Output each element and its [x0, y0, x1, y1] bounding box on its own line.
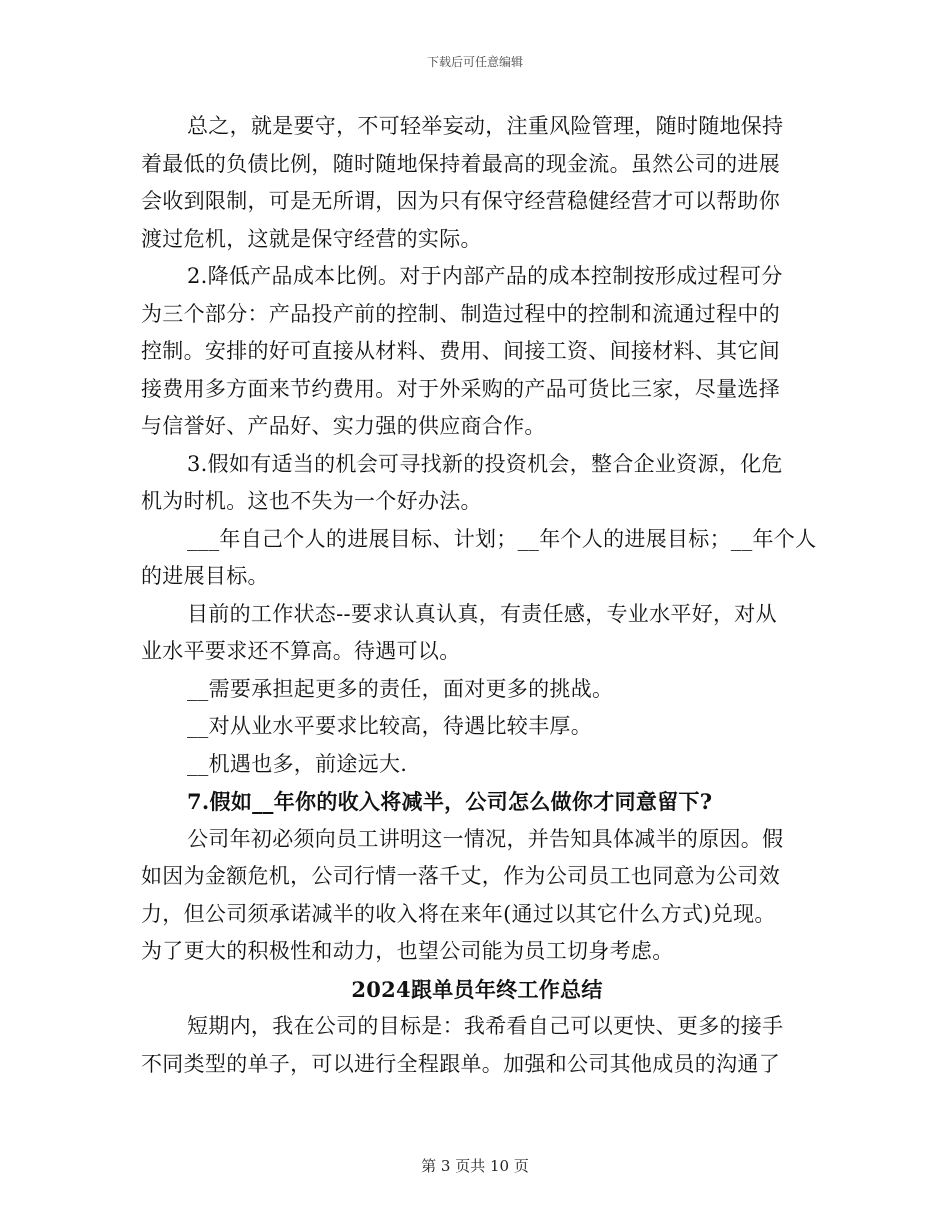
page-footer: 第 3 页共 10 页	[421, 1157, 529, 1175]
section-title: 2024跟单员年终工作总结	[351, 976, 603, 1002]
text-line: 如因为金额危机，公司行情一落千丈，作为公司员工也同意为公司效	[141, 864, 780, 888]
text-line: 控制。安排的好可直接从材料、费用、间接工资、间接材料、其它间	[141, 339, 780, 363]
text-line: __机遇也多，前途远大.	[187, 751, 408, 776]
text-line: 的进展目标。	[141, 564, 269, 588]
text-line: 总之，就是要守，不可轻举妄动，注重风险管理，随时随地保持	[187, 114, 784, 138]
text-line: 力，但公司须承诺减半的收入将在来年(通过以其它什么方式)兑现。	[141, 901, 776, 926]
text-line: 业水平要求还不算高。待遇可以。	[141, 639, 461, 663]
text-line: ___年自己个人的进展目标、计划；__年个人的进展目标；__年个人	[187, 526, 817, 551]
text-line: __需要承担起更多的责任，面对更多的挑战。	[187, 676, 614, 701]
text-line: 不同类型的单子，可以进行全程跟单。加强和公司其他成员的沟通了	[141, 1051, 780, 1076]
document-body	[141, 108, 817, 1083]
text-line: 为了更大的积极性和动力，也望公司能为员工切身考虑。	[141, 939, 674, 963]
text-line: 接费用多方面来节约费用。对于外采购的产品可货比三家，尽量选择	[141, 376, 780, 401]
text-line: 2.降低产品成本比例。对于内部产品的成本控制按形成过程可分	[187, 264, 783, 288]
text-line: 为三个部分：产品投产前的控制、制造过程中的控制和流通过程中的	[141, 301, 780, 326]
text-line: 短期内，我在公司的目标是：我希看自己可以更快、更多的接手	[187, 1014, 784, 1038]
question-heading: 7.假如__年你的收入将减半，公司怎么做你才同意留下?	[187, 789, 713, 814]
text-line: 机为时机。这也不失为一个好办法。	[141, 489, 482, 513]
page-header: 下载后可任意编辑	[426, 55, 523, 69]
text-line: 会收到限制，可是无所谓，因为只有保守经营稳健经营才可以帮助你	[141, 189, 780, 213]
text-line: __对从业水平要求比较高，待遇比较丰厚。	[187, 714, 592, 738]
text-line: 着最低的负债比例，随时随地保持着最高的现金流。虽然公司的进展	[141, 151, 780, 176]
text-line: 与信誉好、产品好、实力强的供应商合作。	[141, 414, 546, 438]
text-line: 渡过危机，这就是保守经营的实际。	[141, 226, 482, 251]
text-line: 公司年初必须向员工讲明这一情况，并告知具体减半的原因。假	[187, 826, 784, 851]
text-line: 目前的工作状态--要求认真认真，有责任感，专业水平好，对从	[187, 601, 777, 626]
text-line: 3.假如有适当的机会可寻找新的投资机会，整合企业资源，化危	[187, 451, 783, 476]
